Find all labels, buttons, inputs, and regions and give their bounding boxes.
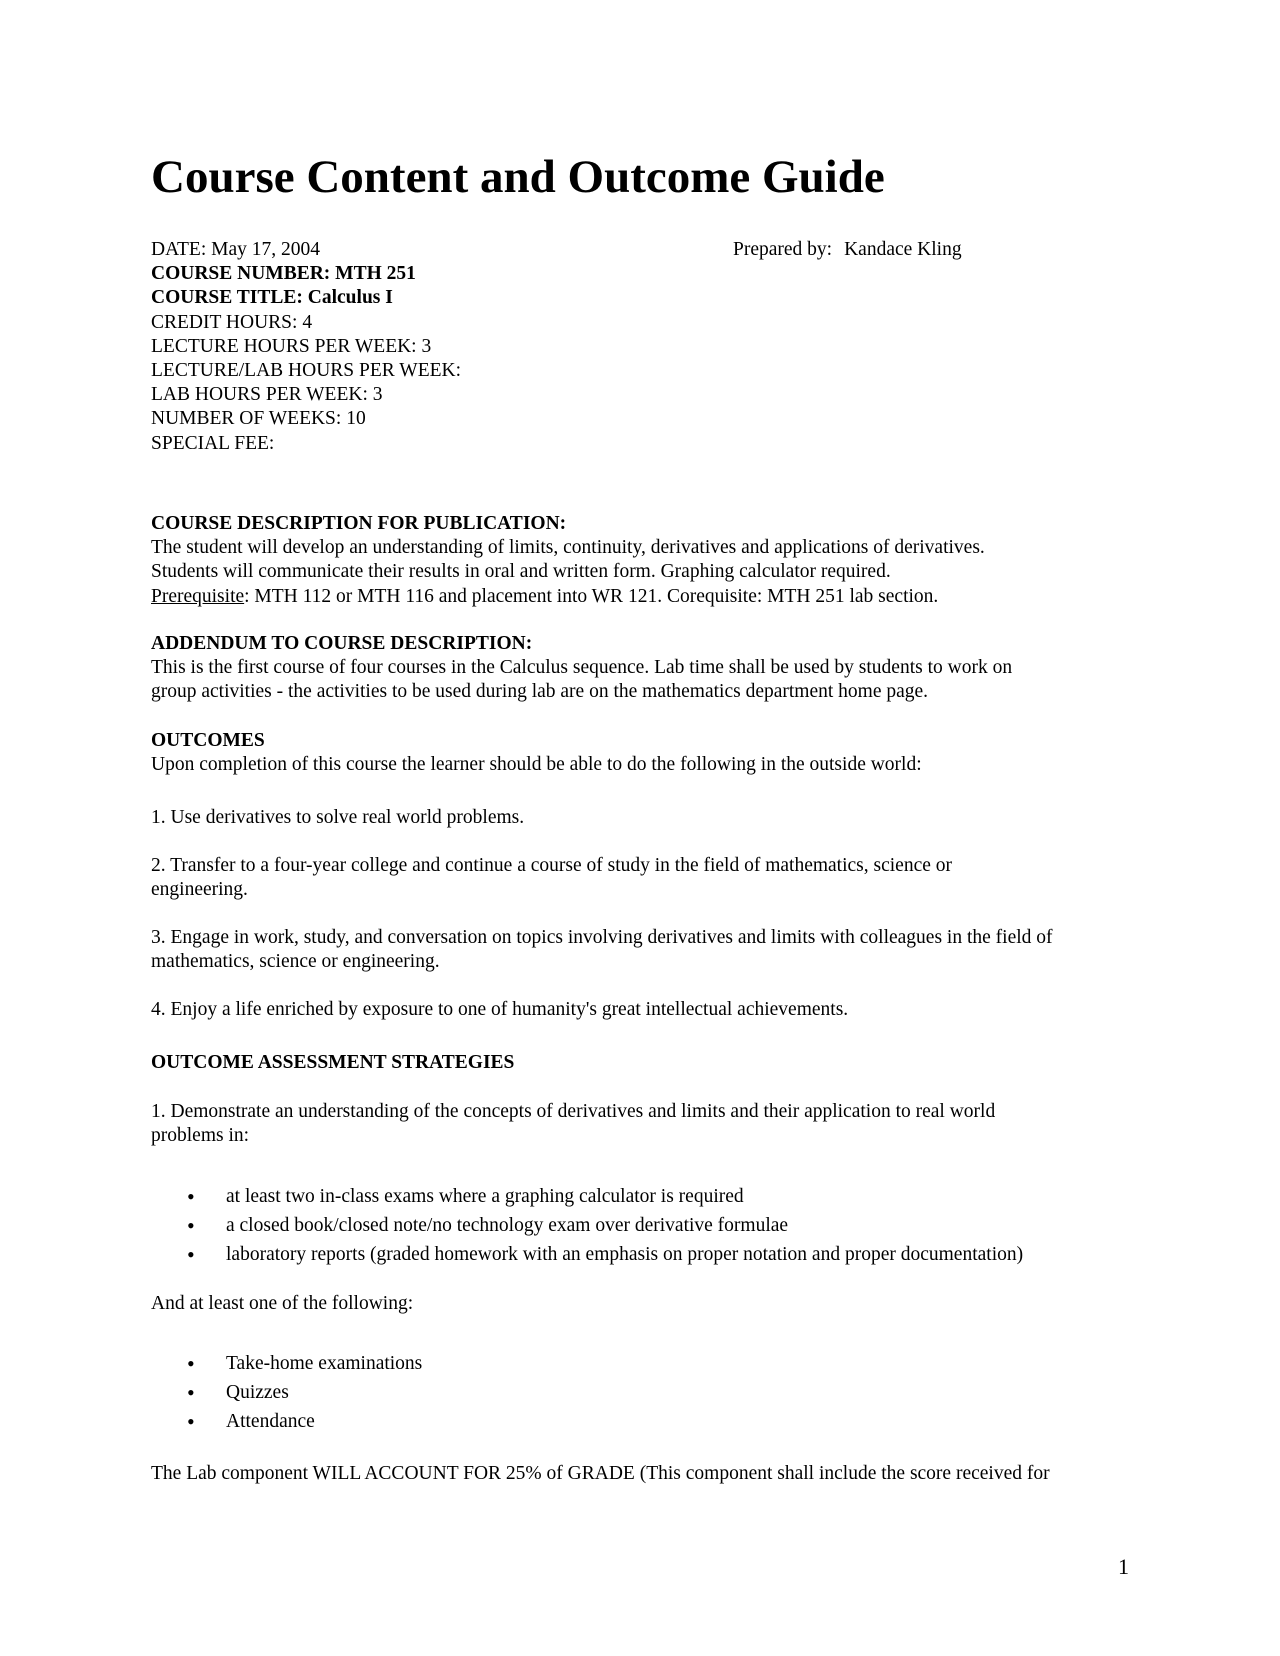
prepared-by bbox=[733, 238, 962, 262]
assessment-item-text: problems in: bbox=[151, 1125, 250, 1147]
outcomes-intro: Upon completion of this course the learner should be able to do the following in the outside world: bbox=[151, 754, 922, 776]
course-description-section bbox=[151, 512, 1151, 609]
prerequisite-label: Prerequisite bbox=[151, 585, 245, 607]
addendum-line: This is the first course of four courses in the Calculus sequence. Lab time shall be used by students to work on bbox=[151, 657, 1013, 679]
and-following-block bbox=[151, 1292, 1151, 1316]
course-description-heading: COURSE DESCRIPTION FOR PUBLICATION: bbox=[151, 513, 567, 534]
date-line: DATE: May 17, 2004 bbox=[151, 239, 320, 260]
addendum-line: group activities - the activities to be used during lab are on the mathematics department home page. bbox=[151, 681, 929, 703]
assessment-bullet-list-1 bbox=[151, 1182, 1151, 1269]
lab-hours-line: LAB HOURS PER WEEK: 3 bbox=[151, 384, 383, 406]
course-description-line: Students will communicate their results in oral and written form. Graphing calculator required. bbox=[151, 561, 891, 583]
outcome-item-text: 3. Engage in work, study, and conversation on topics involving derivatives and limits with colleagues in the field of bbox=[151, 927, 1053, 948]
addendum-heading: ADDENDUM TO COURSE DESCRIPTION: bbox=[151, 633, 533, 654]
course-number-line: COURSE NUMBER: MTH 251 bbox=[151, 263, 416, 285]
lab-component-text: The Lab component WILL ACCOUNT FOR 25% of GRADE (This component shall include the score received for bbox=[151, 1463, 1050, 1484]
outcome-item-text: 4. Enjoy a life enriched by exposure to one of humanity's great intellectual achievements. bbox=[151, 999, 849, 1020]
assessment-heading-block bbox=[151, 1051, 1151, 1075]
list-item: • at least two in-class exams where a graphing calculator is required bbox=[151, 1182, 1151, 1211]
outcome-item-1 bbox=[151, 806, 1151, 830]
addendum-section bbox=[151, 632, 1151, 705]
bullet-list bbox=[151, 1349, 1151, 1436]
list-item: • Take-home examinations bbox=[151, 1349, 1151, 1378]
prepared-by-label: Prepared by: bbox=[733, 239, 833, 260]
special-fee-line: SPECIAL FEE: bbox=[151, 432, 275, 454]
prepared-by-name: Kandace Kling bbox=[844, 239, 962, 260]
outcome-item-2 bbox=[151, 854, 1151, 902]
outcomes-section bbox=[151, 729, 1151, 777]
and-following-text: And at least one of the following: bbox=[151, 1293, 414, 1314]
assessment-item-1 bbox=[151, 1100, 1151, 1148]
outcome-item-text: engineering. bbox=[151, 879, 248, 901]
page-number: 1 bbox=[1118, 1554, 1129, 1579]
list-item: • Attendance bbox=[151, 1407, 1151, 1436]
assessment-heading: OUTCOME ASSESSMENT STRATEGIES bbox=[151, 1052, 515, 1073]
list-item: • a closed book/closed note/no technology exam over derivative formulae bbox=[151, 1211, 1151, 1240]
number-of-weeks-line: NUMBER OF WEEKS: 10 bbox=[151, 408, 366, 430]
course-title-line: COURSE TITLE: Calculus I bbox=[151, 287, 393, 309]
lecture-hours-line: LECTURE HOURS PER WEEK: 3 bbox=[151, 335, 432, 357]
outcome-item-3 bbox=[151, 926, 1151, 974]
course-header bbox=[151, 238, 1151, 456]
outcome-item-4 bbox=[151, 998, 1151, 1022]
bullet-list bbox=[151, 1182, 1151, 1269]
assessment-item-text: 1. Demonstrate an understanding of the concepts of derivatives and limits and their application to real world bbox=[151, 1101, 996, 1122]
prerequisite-line bbox=[151, 585, 1151, 609]
list-item: • laboratory reports (graded homework with an emphasis on proper notation and proper documentation) bbox=[151, 1240, 1151, 1269]
lecture-lab-hours-line: LECTURE/LAB HOURS PER WEEK: bbox=[151, 360, 462, 382]
assessment-bullet-list-2 bbox=[151, 1349, 1151, 1436]
outcomes-heading: OUTCOMES bbox=[151, 730, 265, 751]
lab-component-block bbox=[151, 1462, 1151, 1486]
list-item: • Quizzes bbox=[151, 1378, 1151, 1407]
prerequisite-text: : MTH 112 or MTH 116 and placement into WR 121. Corequisite: MTH 251 lab section. bbox=[244, 585, 939, 607]
outcome-item-text: 2. Transfer to a four-year college and continue a course of study in the field of mathematics, science or bbox=[151, 855, 953, 876]
course-description-line: The student will develop an understanding of limits, continuity, derivatives and applications of derivatives. bbox=[151, 537, 985, 559]
outcome-item-text: mathematics, science or engineering. bbox=[151, 951, 440, 973]
page-title: Course Content and Outcome Guide bbox=[151, 151, 885, 203]
credit-hours-line: CREDIT HOURS: 4 bbox=[151, 311, 313, 333]
outcome-item-text: 1. Use derivatives to solve real world problems. bbox=[151, 807, 525, 828]
